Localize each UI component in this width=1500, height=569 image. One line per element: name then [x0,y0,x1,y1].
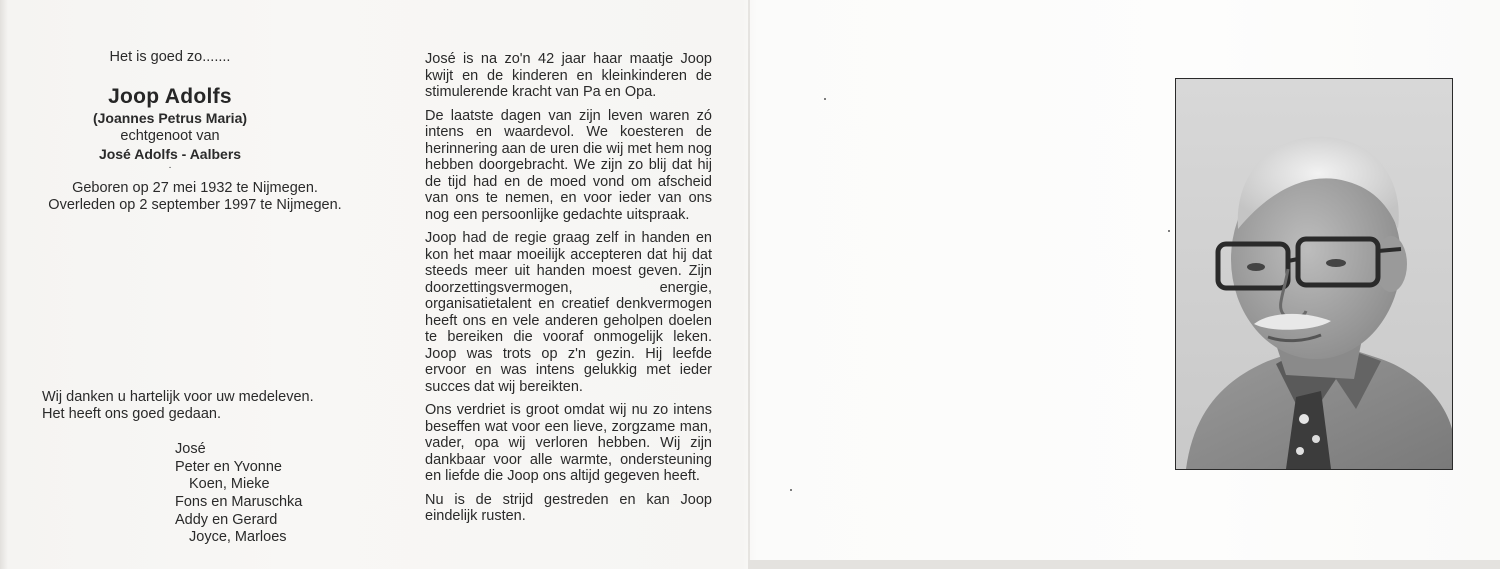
death-line: Overleden op 2 september 1997 te Nijmegen. [48,197,342,213]
signer: Peter en Yvonne [175,458,282,475]
birth-line: Geboren op 27 mei 1932 te Nijmegen. [72,180,318,196]
thanks-line: Wij danken u hartelijk voor uw medeleven. [42,389,314,405]
signer: Koen, Mieke [189,476,270,493]
tribute-paragraph: Nu is de strijd gestreden en kan Joop eindelijk rusten. [425,491,712,524]
deceased-name: Joop Adolfs [108,85,232,108]
separator-dot: · [168,162,172,173]
tribute-paragraph: Ons verdriet is groot omdat wij nu zo intens beseffen wat voor een lieve, zorgzame man, vader, opa wij verloren hebben. Wij zijn dankbaar voor alle warmte, ondersteuning en liefde die Joop ons altijd gegeven heeft. [425,402,712,484]
tribute-text [425,51,712,532]
paper-bottom-edge [748,560,1500,569]
full-name: (Joannes Petrus Maria) [92,110,248,126]
tribute-paragraph: José is na zo'n 42 jaar haar maatje Joop kwijt en de kinderen en kleinkinderen de stimulerende kracht van Pa en Opa. [425,51,712,100]
left-panel [0,0,390,569]
signers-list [175,441,375,547]
signer: Addy en Gerard [175,511,278,528]
card-fold [748,0,750,569]
paper-speck [1168,230,1170,232]
signer: José [175,441,206,457]
thanks-line: Het heeft ons goed gedaan. [42,406,221,422]
portrait-photo [1175,78,1453,470]
paper-speck [824,98,826,100]
tribute-paragraph: De laatste dagen van zijn leven waren zó intens en waardevol. We koesteren de herinnering aan de uren die wij met hem nog hebben doorgebracht. We zijn zo blij dat hij de tijd had en de moed vond om afscheid van ons te nemen, en voor ieder van ons nog een persoonlijke gedachte uitspraak. [425,107,712,223]
paper-speck [790,489,792,491]
spouse-of-label: echtgenoot van [120,128,220,144]
signer: Joyce, Marloes [189,529,287,546]
portrait-illustration [1176,79,1452,469]
thanks-message [42,389,342,423]
signer: Fons en Maruschka [175,494,303,511]
spouse-name: José Adolfs - Aalbers [98,146,242,162]
tribute-paragraph: Joop had de regie graag zelf in handen en kon het maar moeilijk accepteren dat hij dat steeds meer uit handen moest geven. Zijn doorzettingsvermogen, energie, organisatietalent en creatief denkvermogen heeft ons en vele anderen geholpen doelen te bereiken die vooraf onmogelijk leken. Joop was trots op z'n gezin. Hij leefde ervoor en was intens gelukkig met ieder succes dat wij bereikten. [425,230,712,395]
intro-line: Het is goed zo....... [109,49,231,65]
